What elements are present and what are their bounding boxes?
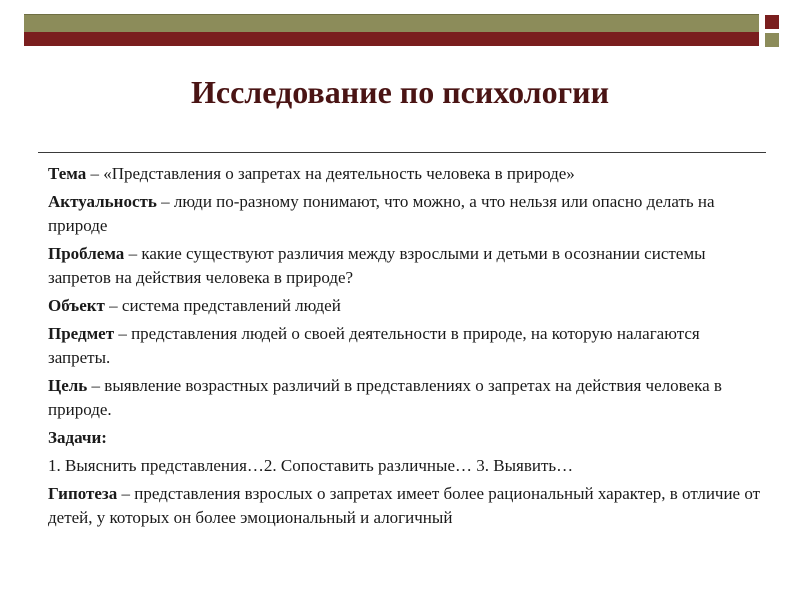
item-text: – какие существуют различия между взрослыми и детьми в осознании системы запретов на действия человека в природе? xyxy=(48,244,706,287)
item-text: – выявление возрастных различий в представлениях о запретах на действия человека в природе. xyxy=(48,376,722,419)
item-goal xyxy=(48,374,763,422)
item-label: Тема xyxy=(48,164,87,183)
header-bar-olive xyxy=(24,14,759,33)
item-label: Цель xyxy=(48,376,88,395)
item-text: – представления взрослых о запретах имеет более рациональный характер, в отличие от детей, у которых он более эмоциональный и алогичный xyxy=(48,484,761,527)
item-topic xyxy=(48,162,763,186)
item-label: Проблема xyxy=(48,244,125,263)
slide-title: Исследование по психологии xyxy=(190,74,609,110)
item-label: Гипотеза xyxy=(48,484,118,503)
item-text: – система представлений людей xyxy=(104,296,341,315)
header-square-maroon xyxy=(765,15,779,29)
item-subject xyxy=(48,322,763,370)
item-label: Объект xyxy=(48,296,105,315)
slide-body xyxy=(48,162,763,534)
title-divider xyxy=(38,152,766,153)
item-hypothesis xyxy=(48,482,763,530)
item-label: Актуальность xyxy=(48,192,157,211)
item-label: Задачи: xyxy=(48,428,107,447)
item-label: Предмет xyxy=(48,324,115,343)
item-tasks-heading xyxy=(48,426,763,450)
item-text: 1. Выяснить представления…2. Сопоставить различные… 3. Выявить… xyxy=(48,456,574,475)
item-text: – «Представления о запретах на деятельность человека в природе» xyxy=(86,164,575,183)
item-text: – представления людей о своей деятельности в природе, на которую налагаются запреты. xyxy=(48,324,700,367)
item-text: – люди по-разному понимают, что можно, а что нельзя или опасно делать на природе xyxy=(48,192,715,235)
item-object xyxy=(48,294,763,318)
item-relevance xyxy=(48,190,763,238)
header-bar-maroon xyxy=(24,32,759,46)
item-tasks-list xyxy=(48,454,763,478)
header-square-olive xyxy=(765,33,779,47)
item-problem xyxy=(48,242,763,290)
